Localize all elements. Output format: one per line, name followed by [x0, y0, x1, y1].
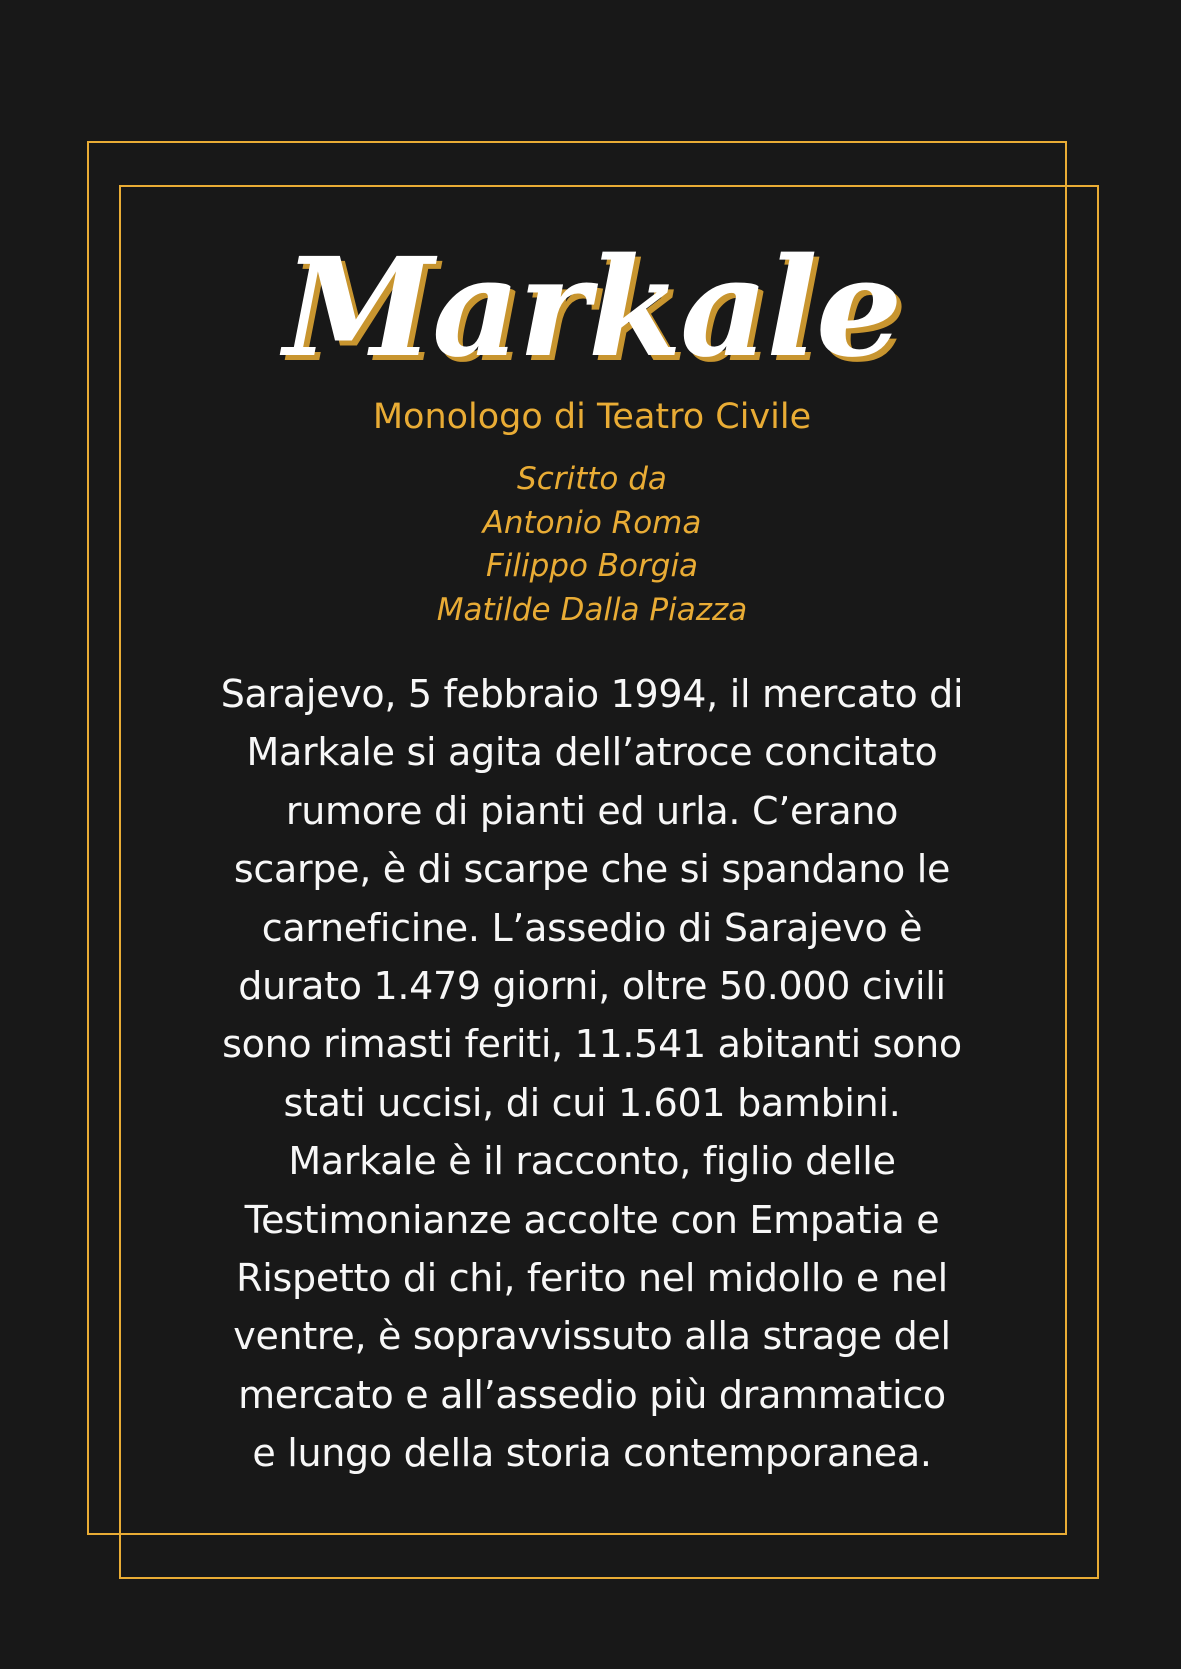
description-line: mercato e all’assedio più drammatico: [238, 1372, 946, 1417]
poster-subtitle: Monologo di Teatro Civile: [372, 397, 812, 437]
description-line: carneficine. L’assedio di Sarajevo è: [261, 905, 923, 950]
description-line: scarpe, è di scarpe che si spandano le: [233, 847, 951, 892]
description-line: stati uccisi, di cui 1.601 bambini.: [283, 1080, 901, 1125]
description-line: Markale si agita dell’atroce concitato: [246, 730, 938, 775]
description-line: Testimonianze accolte con Empatia e: [244, 1197, 940, 1242]
author-name: Matilde Dalla Piazza: [436, 591, 748, 628]
description-line: Sarajevo, 5 febbraio 1994, il mercato di: [220, 672, 964, 716]
description-line: sono rimasti feriti, 11.541 abitanti sono: [222, 1022, 962, 1067]
description-line: ventre, è sopravvissuto alla strage del: [233, 1314, 951, 1359]
description-line: rumore di pianti ed urla. C’erano: [285, 788, 899, 833]
credits-block: [119, 458, 1065, 632]
author-name: Antonio Roma: [482, 504, 702, 541]
description-line: Markale è il racconto, figlio delle: [288, 1139, 896, 1184]
description-line: durato 1.479 giorni, oltre 50.000 civili: [238, 964, 946, 1009]
description-paragraph: [175, 665, 1009, 1483]
poster-title: Markale: [283, 228, 901, 388]
description-line: e lungo della storia contemporanea.: [252, 1431, 932, 1476]
author-name: Filippo Borgia: [485, 548, 699, 584]
description-line: Rispetto di chi, ferito nel midollo e nel: [236, 1256, 948, 1301]
credits-heading: Scritto da: [517, 461, 667, 497]
